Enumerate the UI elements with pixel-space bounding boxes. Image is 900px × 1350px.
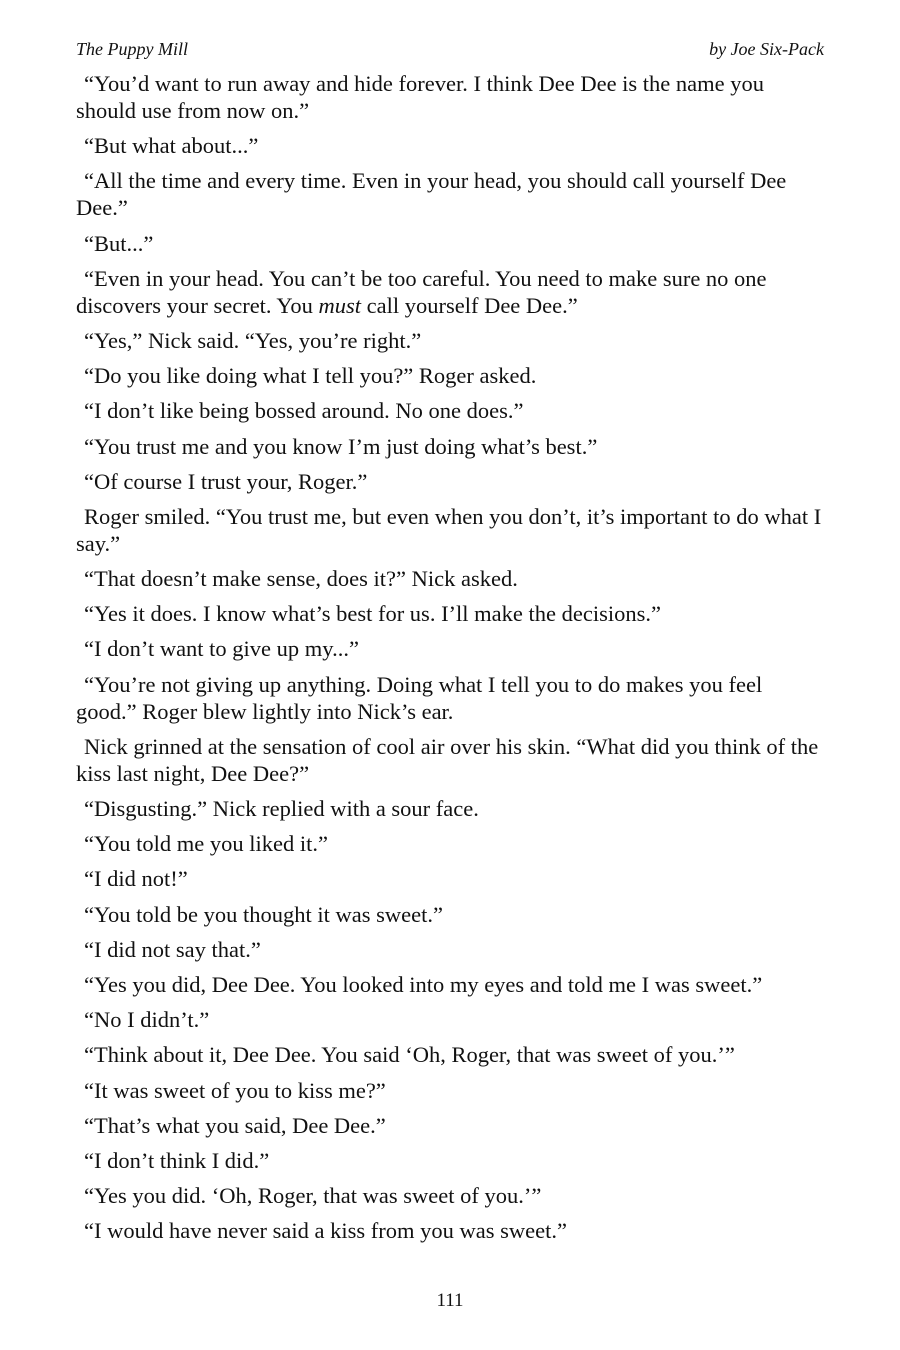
paragraph: “All the time and every time. Even in your head, you should call yourself Dee Dee.” xyxy=(76,168,787,221)
paragraph: “I did not!” xyxy=(84,866,188,892)
paragraph: Roger smiled. “You trust me, but even when you don’t, it’s important to do what I say.” xyxy=(76,503,822,556)
paragraph: “I did not say that.” xyxy=(84,936,261,962)
paragraph: “Yes it does. I know what’s best for us. I’ll make the decisions.” xyxy=(84,601,661,627)
paragraph: “Do you like doing what I tell you?” Roger asked. xyxy=(84,363,537,389)
paragraph: “You told be you thought it was sweet.” xyxy=(84,901,443,927)
paragraph: “That doesn’t make sense, does it?” Nick asked. xyxy=(84,566,518,592)
paragraph: “I don’t like being bossed around. No one does.” xyxy=(84,398,524,424)
author-byline: by Joe Six-Pack xyxy=(709,39,824,59)
emphasized-word: must xyxy=(318,292,361,318)
paragraph: “That’s what you said, Dee Dee.” xyxy=(84,1112,386,1138)
paragraph: “Yes you did. ‘Oh, Roger, that was sweet of you.’” xyxy=(84,1183,542,1209)
paragraph: “Yes you did, Dee Dee. You looked into my eyes and told me I was sweet.” xyxy=(84,971,763,997)
paragraph: “But what about...” xyxy=(84,133,259,159)
paragraph: “But...” xyxy=(84,230,154,256)
paragraph-text: “Even in your head. You can’t be too careful. You need to make sure no one discovers your secret. You xyxy=(76,265,767,318)
paragraph: “I would have never said a kiss from you was sweet.” xyxy=(84,1218,567,1244)
paragraph: “I don’t want to give up my...” xyxy=(84,636,359,662)
paragraph: “Disgusting.” Nick replied with a sour face. xyxy=(84,796,479,821)
paragraph: “I don’t think I did.” xyxy=(84,1147,270,1173)
paragraph: “Of course I trust your, Roger.” xyxy=(84,468,368,494)
paragraph: “No I didn’t.” xyxy=(84,1007,210,1033)
body-text xyxy=(76,70,824,1252)
paragraph: “Yes,” Nick said. “Yes, you’re right.” xyxy=(84,327,422,353)
paragraph-text: call yourself Dee Dee.” xyxy=(360,292,578,318)
paragraph xyxy=(76,265,824,319)
page-number: 111 xyxy=(436,1290,464,1311)
paragraph: “You’d want to run away and hide forever. I think Dee Dee is the name you should use from now on.” xyxy=(76,71,765,123)
book-title: The Puppy Mill xyxy=(76,39,188,59)
running-header xyxy=(76,38,824,60)
paragraph: “You trust me and you know I’m just doing what’s best.” xyxy=(84,433,598,459)
paragraph: Nick grinned at the sensation of cool air over his skin. “What did you think of the kiss last night, Dee Dee?” xyxy=(76,733,819,786)
paragraph: “You’re not giving up anything. Doing what I tell you to do makes you feel good.” Roger blew lightly into Nick’s ear. xyxy=(76,671,763,724)
paragraph: “You told me you liked it.” xyxy=(84,831,328,857)
paragraph: “Think about it, Dee Dee. You said ‘Oh, Roger, that was sweet of you.’” xyxy=(84,1042,735,1068)
paragraph: “It was sweet of you to kiss me?” xyxy=(84,1077,386,1103)
